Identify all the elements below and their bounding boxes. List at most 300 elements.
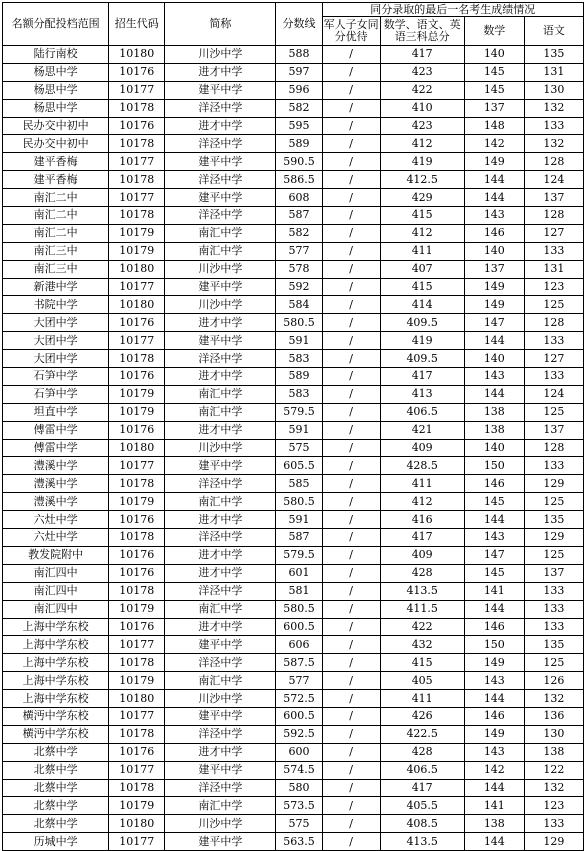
cell-military: /	[322, 636, 380, 654]
cell-short: 建平中学	[165, 332, 276, 350]
cell-short: 洋泾中学	[165, 99, 276, 117]
cell-quota: 南汇四中	[3, 582, 109, 600]
cell-quota: 北蔡中学	[3, 797, 109, 815]
cell-military: /	[322, 314, 380, 332]
cell-three-total: 412.5	[380, 171, 464, 189]
table-row	[3, 153, 584, 171]
cell-quota: 横沔中学东校	[3, 725, 109, 743]
cell-code: 10179	[109, 493, 165, 511]
cell-code: 10180	[109, 260, 165, 278]
cell-short: 南汇中学	[165, 385, 276, 403]
cell-chinese: 125	[524, 296, 583, 314]
cell-three-total: 407	[380, 260, 464, 278]
cell-military: /	[322, 350, 380, 368]
cell-math: 144	[464, 690, 524, 708]
cell-chinese: 123	[524, 797, 583, 815]
cell-math: 144	[464, 332, 524, 350]
cell-quota: 民办交中初中	[3, 135, 109, 153]
cell-chinese: 133	[524, 582, 583, 600]
table-row	[3, 117, 584, 135]
cell-code: 10178	[109, 779, 165, 797]
cell-short: 进才中学	[165, 421, 276, 439]
cell-short: 进才中学	[165, 117, 276, 135]
cell-short: 进才中学	[165, 368, 276, 386]
cell-short: 建平中学	[165, 833, 276, 851]
cell-chinese: 133	[524, 368, 583, 386]
cell-chinese: 132	[524, 690, 583, 708]
cell-math: 142	[464, 761, 524, 779]
table-row	[3, 529, 584, 547]
cell-quota: 大团中学	[3, 314, 109, 332]
table-row	[3, 207, 584, 225]
cell-code: 10176	[109, 314, 165, 332]
cell-quota: 澧溪中学	[3, 475, 109, 493]
cell-math: 144	[464, 189, 524, 207]
cell-score: 589	[276, 135, 322, 153]
table-row	[3, 618, 584, 636]
cell-score: 579.5	[276, 403, 322, 421]
cell-three-total: 406.5	[380, 761, 464, 779]
cell-math: 143	[464, 368, 524, 386]
cell-short: 建平中学	[165, 457, 276, 475]
cell-code: 10177	[109, 636, 165, 654]
cell-quota: 南汇三中	[3, 242, 109, 260]
cell-three-total: 428	[380, 743, 464, 761]
cell-military: /	[322, 260, 380, 278]
header-quota: 名额分配投档范围	[3, 3, 109, 46]
cell-quota: 历城中学	[3, 833, 109, 851]
cell-quota: 石笋中学	[3, 385, 109, 403]
cell-code: 10177	[109, 189, 165, 207]
cell-military: /	[322, 368, 380, 386]
cell-quota: 北蔡中学	[3, 815, 109, 833]
cell-code: 10179	[109, 600, 165, 618]
cell-code: 10180	[109, 815, 165, 833]
cell-short: 建平中学	[165, 707, 276, 725]
cell-military: /	[322, 332, 380, 350]
cell-chinese: 133	[524, 815, 583, 833]
cell-military: /	[322, 99, 380, 117]
cell-score: 600.5	[276, 707, 322, 725]
cell-quota: 六灶中学	[3, 511, 109, 529]
cell-math: 138	[464, 421, 524, 439]
table-row	[3, 224, 584, 242]
cell-score: 608	[276, 189, 322, 207]
table-row	[3, 600, 584, 618]
cell-math: 141	[464, 797, 524, 815]
cell-quota: 大团中学	[3, 332, 109, 350]
cell-score: 587	[276, 207, 322, 225]
cell-math: 146	[464, 707, 524, 725]
cell-quota: 澧溪中学	[3, 493, 109, 511]
cell-quota: 民办交中初中	[3, 117, 109, 135]
cell-short: 进才中学	[165, 314, 276, 332]
cell-three-total: 419	[380, 332, 464, 350]
cell-score: 585	[276, 475, 322, 493]
cell-military: /	[322, 421, 380, 439]
cell-chinese: 133	[524, 457, 583, 475]
cell-score: 574.5	[276, 761, 322, 779]
cell-code: 10178	[109, 135, 165, 153]
header-three-total: 数学、语文、英语三科总分	[380, 17, 464, 46]
cell-military: /	[322, 153, 380, 171]
cell-three-total: 409	[380, 546, 464, 564]
cell-score: 563.5	[276, 833, 322, 851]
cell-short: 建平中学	[165, 278, 276, 296]
cell-score: 605.5	[276, 457, 322, 475]
cell-three-total: 412	[380, 493, 464, 511]
cell-chinese: 129	[524, 529, 583, 547]
cell-three-total: 417	[380, 368, 464, 386]
cell-military: /	[322, 385, 380, 403]
cell-three-total: 413	[380, 385, 464, 403]
cell-three-total: 405	[380, 672, 464, 690]
cell-code: 10178	[109, 475, 165, 493]
cell-short: 建平中学	[165, 189, 276, 207]
table-row	[3, 260, 584, 278]
cell-quota: 建平香梅	[3, 171, 109, 189]
cell-quota: 傅雷中学	[3, 421, 109, 439]
cell-score: 595	[276, 117, 322, 135]
cell-three-total: 429	[380, 189, 464, 207]
cell-short: 建平中学	[165, 761, 276, 779]
cell-code: 10178	[109, 207, 165, 225]
cell-math: 149	[464, 278, 524, 296]
cell-three-total: 410	[380, 99, 464, 117]
cell-score: 577	[276, 242, 322, 260]
cell-chinese: 126	[524, 672, 583, 690]
cell-short: 进才中学	[165, 63, 276, 81]
cell-short: 洋泾中学	[165, 475, 276, 493]
table-row	[3, 314, 584, 332]
cell-code: 10176	[109, 564, 165, 582]
cell-chinese: 136	[524, 707, 583, 725]
table-row	[3, 654, 584, 672]
cell-short: 洋泾中学	[165, 582, 276, 600]
cell-short: 南汇中学	[165, 797, 276, 815]
table-row	[3, 493, 584, 511]
cell-math: 140	[464, 242, 524, 260]
cell-chinese: 124	[524, 385, 583, 403]
cell-quota: 北蔡中学	[3, 743, 109, 761]
cell-score: 575	[276, 815, 322, 833]
table-row	[3, 475, 584, 493]
cell-chinese: 123	[524, 278, 583, 296]
cell-math: 144	[464, 779, 524, 797]
cell-short: 进才中学	[165, 564, 276, 582]
cell-three-total: 422	[380, 618, 464, 636]
cell-code: 10179	[109, 797, 165, 815]
cell-score: 587.5	[276, 654, 322, 672]
cell-code: 10177	[109, 457, 165, 475]
table-row	[3, 582, 584, 600]
cell-three-total: 413.5	[380, 582, 464, 600]
table-row	[3, 63, 584, 81]
cell-code: 10178	[109, 529, 165, 547]
cell-math: 149	[464, 153, 524, 171]
cell-score: 600.5	[276, 618, 322, 636]
table-header	[3, 3, 584, 46]
table-body	[3, 46, 584, 851]
table-row	[3, 189, 584, 207]
cell-quota: 南汇二中	[3, 189, 109, 207]
cell-math: 140	[464, 439, 524, 457]
cell-military: /	[322, 707, 380, 725]
cell-three-total: 411	[380, 690, 464, 708]
cell-short: 川沙中学	[165, 439, 276, 457]
cell-code: 10180	[109, 46, 165, 64]
cell-three-total: 411.5	[380, 600, 464, 618]
cell-code: 10180	[109, 690, 165, 708]
cell-military: /	[322, 189, 380, 207]
cell-military: /	[322, 207, 380, 225]
header-code: 招生代码	[109, 3, 165, 46]
cell-short: 川沙中学	[165, 815, 276, 833]
cell-math: 140	[464, 46, 524, 64]
header-tie-group: 同分录取的最后一名考生成绩情况	[322, 3, 583, 17]
cell-three-total: 417	[380, 779, 464, 797]
cell-three-total: 412	[380, 135, 464, 153]
cell-military: /	[322, 493, 380, 511]
cell-score: 601	[276, 564, 322, 582]
cell-quota: 杨思中学	[3, 63, 109, 81]
cell-short: 南汇中学	[165, 224, 276, 242]
cell-code: 10180	[109, 439, 165, 457]
cell-score: 583	[276, 385, 322, 403]
cell-three-total: 422	[380, 81, 464, 99]
cell-score: 580.5	[276, 493, 322, 511]
cell-three-total: 408.5	[380, 815, 464, 833]
cell-military: /	[322, 511, 380, 529]
cell-quota: 上海中学东校	[3, 654, 109, 672]
cell-quota: 书院中学	[3, 296, 109, 314]
cell-score: 592	[276, 278, 322, 296]
cell-military: /	[322, 117, 380, 135]
table-row	[3, 403, 584, 421]
table-row	[3, 368, 584, 386]
cell-military: /	[322, 833, 380, 851]
cell-math: 138	[464, 815, 524, 833]
cell-chinese: 127	[524, 350, 583, 368]
cell-short: 南汇中学	[165, 493, 276, 511]
cell-code: 10176	[109, 368, 165, 386]
cell-math: 141	[464, 582, 524, 600]
cell-military: /	[322, 725, 380, 743]
cell-military: /	[322, 475, 380, 493]
table-row	[3, 761, 584, 779]
cell-math: 144	[464, 171, 524, 189]
cell-score: 589	[276, 368, 322, 386]
cell-score: 577	[276, 672, 322, 690]
cell-three-total: 428	[380, 564, 464, 582]
cell-quota: 南汇四中	[3, 564, 109, 582]
cell-code: 10177	[109, 153, 165, 171]
cell-short: 南汇中学	[165, 403, 276, 421]
admission-table	[2, 2, 584, 851]
cell-math: 150	[464, 636, 524, 654]
cell-short: 洋泾中学	[165, 779, 276, 797]
cell-score: 587	[276, 529, 322, 547]
cell-chinese: 128	[524, 439, 583, 457]
cell-short: 洋泾中学	[165, 529, 276, 547]
cell-score: 588	[276, 46, 322, 64]
cell-code: 10180	[109, 296, 165, 314]
cell-short: 南汇中学	[165, 242, 276, 260]
cell-math: 144	[464, 833, 524, 851]
cell-code: 10178	[109, 350, 165, 368]
cell-military: /	[322, 529, 380, 547]
cell-three-total: 409.5	[380, 350, 464, 368]
cell-score: 580	[276, 779, 322, 797]
cell-three-total: 426	[380, 707, 464, 725]
cell-military: /	[322, 296, 380, 314]
table-row	[3, 99, 584, 117]
cell-quota: 杨思中学	[3, 81, 109, 99]
cell-code: 10179	[109, 224, 165, 242]
cell-quota: 澧溪中学	[3, 457, 109, 475]
cell-chinese: 128	[524, 314, 583, 332]
cell-three-total: 413.5	[380, 833, 464, 851]
cell-math: 143	[464, 672, 524, 690]
table-row	[3, 171, 584, 189]
cell-short: 洋泾中学	[165, 350, 276, 368]
cell-math: 149	[464, 296, 524, 314]
cell-math: 149	[464, 725, 524, 743]
cell-short: 洋泾中学	[165, 207, 276, 225]
table-row	[3, 546, 584, 564]
cell-chinese: 133	[524, 117, 583, 135]
cell-chinese: 129	[524, 833, 583, 851]
cell-chinese: 130	[524, 725, 583, 743]
table-row	[3, 564, 584, 582]
cell-math: 137	[464, 99, 524, 117]
cell-chinese: 125	[524, 403, 583, 421]
cell-score: 580.5	[276, 314, 322, 332]
cell-short: 进才中学	[165, 743, 276, 761]
cell-code: 10176	[109, 743, 165, 761]
cell-short: 建平中学	[165, 81, 276, 99]
cell-quota: 横沔中学东校	[3, 707, 109, 725]
cell-chinese: 133	[524, 332, 583, 350]
cell-military: /	[322, 582, 380, 600]
table-row	[3, 81, 584, 99]
cell-math: 145	[464, 63, 524, 81]
table-row	[3, 725, 584, 743]
cell-code: 10179	[109, 672, 165, 690]
cell-chinese: 125	[524, 654, 583, 672]
cell-short: 川沙中学	[165, 260, 276, 278]
cell-code: 10179	[109, 403, 165, 421]
cell-score: 600	[276, 743, 322, 761]
cell-three-total: 419	[380, 153, 464, 171]
cell-math: 140	[464, 350, 524, 368]
cell-chinese: 133	[524, 618, 583, 636]
cell-math: 146	[464, 224, 524, 242]
cell-score: 575	[276, 439, 322, 457]
cell-code: 10179	[109, 242, 165, 260]
cell-math: 147	[464, 546, 524, 564]
cell-three-total: 417	[380, 46, 464, 64]
cell-score: 583	[276, 350, 322, 368]
cell-score: 596	[276, 81, 322, 99]
cell-score: 581	[276, 582, 322, 600]
cell-three-total: 415	[380, 207, 464, 225]
cell-military: /	[322, 654, 380, 672]
cell-score: 582	[276, 224, 322, 242]
cell-three-total: 423	[380, 63, 464, 81]
cell-score: 597	[276, 63, 322, 81]
cell-three-total: 411	[380, 475, 464, 493]
cell-short: 洋泾中学	[165, 171, 276, 189]
cell-score: 572.5	[276, 690, 322, 708]
cell-chinese: 129	[524, 475, 583, 493]
cell-military: /	[322, 600, 380, 618]
cell-chinese: 124	[524, 171, 583, 189]
cell-code: 10179	[109, 385, 165, 403]
cell-math: 145	[464, 493, 524, 511]
cell-math: 138	[464, 403, 524, 421]
cell-three-total: 415	[380, 654, 464, 672]
cell-three-total: 409.5	[380, 314, 464, 332]
table-row	[3, 707, 584, 725]
cell-code: 10176	[109, 511, 165, 529]
cell-math: 146	[464, 475, 524, 493]
cell-quota: 北蔡中学	[3, 761, 109, 779]
cell-short: 进才中学	[165, 618, 276, 636]
cell-score: 591	[276, 511, 322, 529]
table-row	[3, 672, 584, 690]
cell-quota: 陆行南校	[3, 46, 109, 64]
cell-code: 10177	[109, 332, 165, 350]
cell-three-total: 409	[380, 439, 464, 457]
cell-military: /	[322, 224, 380, 242]
cell-code: 10176	[109, 546, 165, 564]
cell-code: 10178	[109, 582, 165, 600]
cell-military: /	[322, 690, 380, 708]
cell-quota: 新港中学	[3, 278, 109, 296]
table-row	[3, 350, 584, 368]
cell-three-total: 423	[380, 117, 464, 135]
cell-chinese: 135	[524, 46, 583, 64]
cell-military: /	[322, 439, 380, 457]
table-row	[3, 457, 584, 475]
cell-quota: 杨思中学	[3, 99, 109, 117]
cell-code: 10177	[109, 278, 165, 296]
table-row	[3, 815, 584, 833]
cell-code: 10176	[109, 421, 165, 439]
cell-chinese: 132	[524, 99, 583, 117]
cell-score: 591	[276, 421, 322, 439]
cell-military: /	[322, 815, 380, 833]
cell-military: /	[322, 457, 380, 475]
cell-chinese: 128	[524, 153, 583, 171]
cell-code: 10177	[109, 761, 165, 779]
cell-short: 进才中学	[165, 511, 276, 529]
cell-quota: 北蔡中学	[3, 779, 109, 797]
cell-short: 洋泾中学	[165, 725, 276, 743]
cell-code: 10178	[109, 99, 165, 117]
cell-quota: 大团中学	[3, 350, 109, 368]
cell-military: /	[322, 63, 380, 81]
cell-short: 洋泾中学	[165, 135, 276, 153]
cell-military: /	[322, 242, 380, 260]
cell-chinese: 131	[524, 63, 583, 81]
cell-math: 137	[464, 260, 524, 278]
cell-quota: 南汇二中	[3, 207, 109, 225]
cell-three-total: 428.5	[380, 457, 464, 475]
cell-short: 进才中学	[165, 546, 276, 564]
cell-code: 10176	[109, 117, 165, 135]
